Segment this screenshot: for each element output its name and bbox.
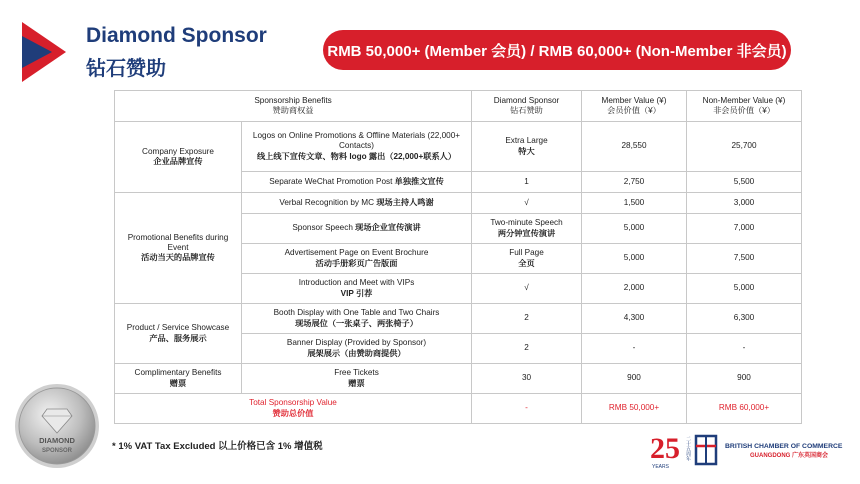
table-row [115,304,802,334]
svg-text:BRITISH CHAMBER OF COMMERCE: BRITISH CHAMBER OF COMMERCE [725,443,843,450]
svg-text:25: 25 [650,432,680,465]
svg-text:YEARS: YEARS [652,464,669,470]
vat-footnote: * 1% VAT Tax Excluded 以上价格已含 1% 增值税 [112,441,323,452]
total-row [115,394,802,424]
benefits-table [114,90,802,424]
member-cell: 5,000 [582,244,687,274]
page-title-cn: 钻石赞助 [86,58,166,80]
benefit-cell: Advertisement Page on Event Brochure 活动手册彩页广告版面 [242,244,472,274]
diamond-cell: Extra Large 特大 [472,122,582,172]
nonmember-cell: 3,000 [687,193,802,214]
member-cell: 28,550 [582,122,687,172]
category-cell: Product / Service Showcase 产品、服务展示 [115,304,242,364]
total-label: Total Sponsorship Value 赞助总价值 [115,394,472,424]
total-nonmember: RMB 60,000+ [687,394,802,424]
svg-text:二十五周年: 二十五周年 [685,436,691,461]
category-cell: Company Exposure 企业品牌宣传 [115,122,242,193]
diamond-cell: Full Page 全页 [472,244,582,274]
diamond-cell: 2 [472,304,582,334]
page-title: Diamond Sponsor [86,24,267,47]
member-cell: 2,000 [582,274,687,304]
total-diamond: - [472,394,582,424]
diamond-cell: √ [472,193,582,214]
anniversary-logo [650,430,850,470]
nonmember-cell: 900 [687,364,802,394]
diamond-cell: 2 [472,334,582,364]
nonmember-cell: 6,300 [687,304,802,334]
header-member: Member Value (¥) 会员价值（¥） [582,91,687,122]
diamond-sponsor-badge [14,383,100,469]
svg-text:DIAMOND: DIAMOND [39,436,75,445]
diamond-cell: √ [472,274,582,304]
diamond-cell: Two-minute Speech 两分钟宣传演讲 [472,214,582,244]
table-row [115,364,802,394]
nonmember-cell: 5,500 [687,172,802,193]
member-cell: - [582,334,687,364]
benefit-cell: Booth Display with One Table and Two Chairs 现场展位（一张桌子、两张椅子） [242,304,472,334]
table-row [115,122,802,172]
price-banner: RMB 50,000+ (Member 会员) / RMB 60,000+ (Non-Member 非会员) [323,30,791,70]
diamond-cell: 1 [472,172,582,193]
nonmember-cell: 7,000 [687,214,802,244]
header-diamond: Diamond Sponsor 钻石赞助 [472,91,582,122]
table-header-row [115,91,802,122]
nonmember-cell: - [687,334,802,364]
category-cell: Promotional Benefits during Event 活动当天的品牌宣传 [115,193,242,304]
svg-text:GUANGDONG 广东英国商会: GUANGDONG 广东英国商会 [750,453,829,459]
member-cell: 900 [582,364,687,394]
member-cell: 2,750 [582,172,687,193]
benefit-cell: Introduction and Meet with VIPs VIP 引荐 [242,274,472,304]
total-member: RMB 50,000+ [582,394,687,424]
nonmember-cell: 7,500 [687,244,802,274]
benefit-cell: Sponsor Speech 现场企业宣传演讲 [242,214,472,244]
chamber-logo-mark [22,22,66,82]
member-cell: 4,300 [582,304,687,334]
member-cell: 5,000 [582,214,687,244]
diamond-cell: 30 [472,364,582,394]
header-benefits: Sponsorship Benefits 赞助商权益 [115,91,472,122]
member-cell: 1,500 [582,193,687,214]
benefit-cell: Logos on Online Promotions & Offline Materials (22,000+ Contacts) 线上线下宣传文章、物料 logo 露出（22,000+联系人） [242,122,472,172]
header-nonmember: Non-Member Value (¥) 非会员价值（¥） [687,91,802,122]
benefit-cell: Separate WeChat Promotion Post 单独推文宣传 [242,172,472,193]
benefit-cell: Banner Display (Provided by Sponsor) 展架展示（由赞助商提供） [242,334,472,364]
benefit-cell: Free Tickets 赠票 [242,364,472,394]
nonmember-cell: 5,000 [687,274,802,304]
table-row [115,193,802,214]
svg-text:SPONSOR: SPONSOR [41,448,73,454]
benefit-cell: Verbal Recognition by MC 现场主持人鸣谢 [242,193,472,214]
category-cell: Complimentary Benefits 赠票 [115,364,242,394]
nonmember-cell: 25,700 [687,122,802,172]
